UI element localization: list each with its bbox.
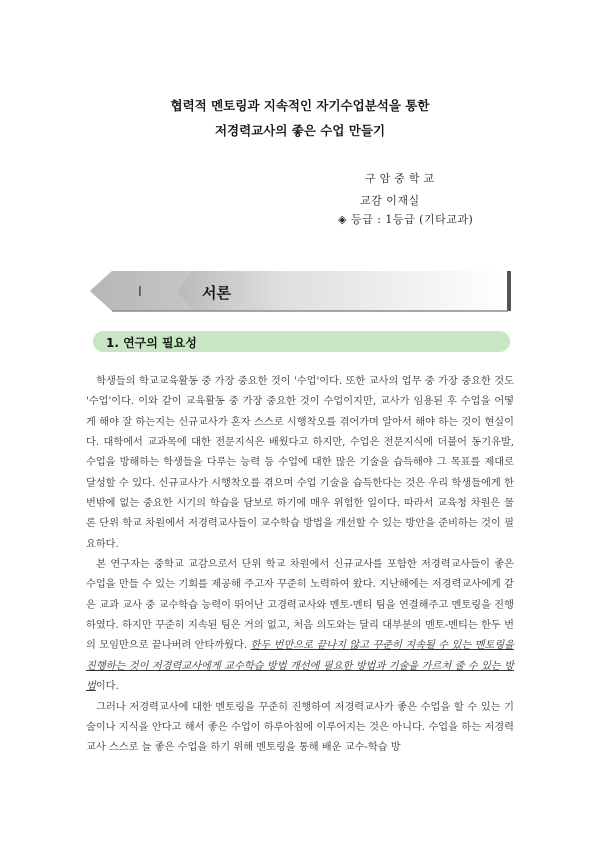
author-name: 교감 이재실 [360, 194, 420, 207]
paragraph-1: 학생들의 학교교육활동 중 가장 중요한 것이 '수업'이다. 또한 교사의 업무 중 가장 중요한 것도 '수업'이다. 이와 같이 교육활동 중 가장 중요한 것이 수업이지만, 교사가 임용된 후 수업을 어떻게 해야 잘 하는지는 신규교사가 혼자 스스로 시행착오를 겪어가며 알아서 해야 하는 것이 현실이다. 대학에서 교과목에 대한 전문지식은 배웠다고 하지만, 수업은 전문지식에 더불어 동기유발, 수업을 방해하는 학생들을 다루는 능력 등 수업에 대한 많은 기술을 습득해야 그 목표를 제대로 달성할 수 있다. 신규교사가 시행착오를 겪으며 수업 기술을 습득한다는 것은 우리 학생들에게 한번밖에 없는 중요한 시기의 학습을 담보로 하기에 매우 위험한 일이다. 따라서 교육청 차원은 물론 단위 학교 차원에서 저경력교사들이 교수학습 방법을 개선할 수 있는 방안을 준비하는 것이 필요하다. [86, 376, 514, 550]
body-text [86, 372, 514, 759]
paragraph-3: 그러나 저경력교사에 대한 멘토링을 꾸준히 진행하여 저경력교사가 좋은 수업을 할 수 있는 기술이나 지식을 안다고 해서 좋은 수업이 하루아침에 이루어지는 것은 아니다. 수업을 하는 저경력교사 스스로 늘 좋은 수업을 하기 위해 멘토링을 통해 배운 교수-학습 방 [86, 701, 514, 754]
subsection-title: 1. 연구의 필요성 [106, 336, 197, 350]
paragraph-2-lead: 본 연구자는 중학교 교감으로서 단위 학교 차원에서 신규교사를 포함한 저경력교사들이 좋은 수업을 만들 수 있는 기회를 제공해 주고자 꾸준히 노력하여 왔다. 지난해에는 저경력교사에게 같은 교과 교사 중 교수학습 능력이 뛰어난 고경력교사와 멘토-멘티 팀을 연결해주고 멘토링을 진행하였다. 하지만 꾸준히 지속된 팀은 거의 없고, 처음 의도와는 달리 대부분의 멘토-멘티는 한두 번의 모임만으로 끝나버려 안타까웠다. [86, 559, 514, 652]
subsection-heading [93, 331, 510, 352]
banner-shape [90, 270, 512, 312]
paragraph-2 [86, 555, 514, 697]
author-grade: ◈ 등급 : 1등급 (기타교과) [338, 213, 474, 226]
paper-title-line1: 협력적 멘토링과 지속적인 자기수업분석을 통한 [170, 98, 430, 113]
section-title: 서론 [202, 284, 231, 302]
section-number: I [138, 285, 142, 300]
author-school: 구암중학교 [365, 172, 439, 185]
paragraph-2-tail: 이다. [95, 681, 119, 693]
paragraph-2-emphasis: 한두 번만으로 끝나지 않고 꾸준히 지속될 수 있는 멘토링을 진행하는 것이 저경력교사에게 교수학습 방법 개선에 필요한 방법과 기술을 가르쳐 줄 수 있는 방법 [86, 640, 515, 693]
paper-title-line2: 저경력교사의 좋은 수업 만들기 [214, 123, 386, 138]
section-banner [90, 270, 512, 312]
